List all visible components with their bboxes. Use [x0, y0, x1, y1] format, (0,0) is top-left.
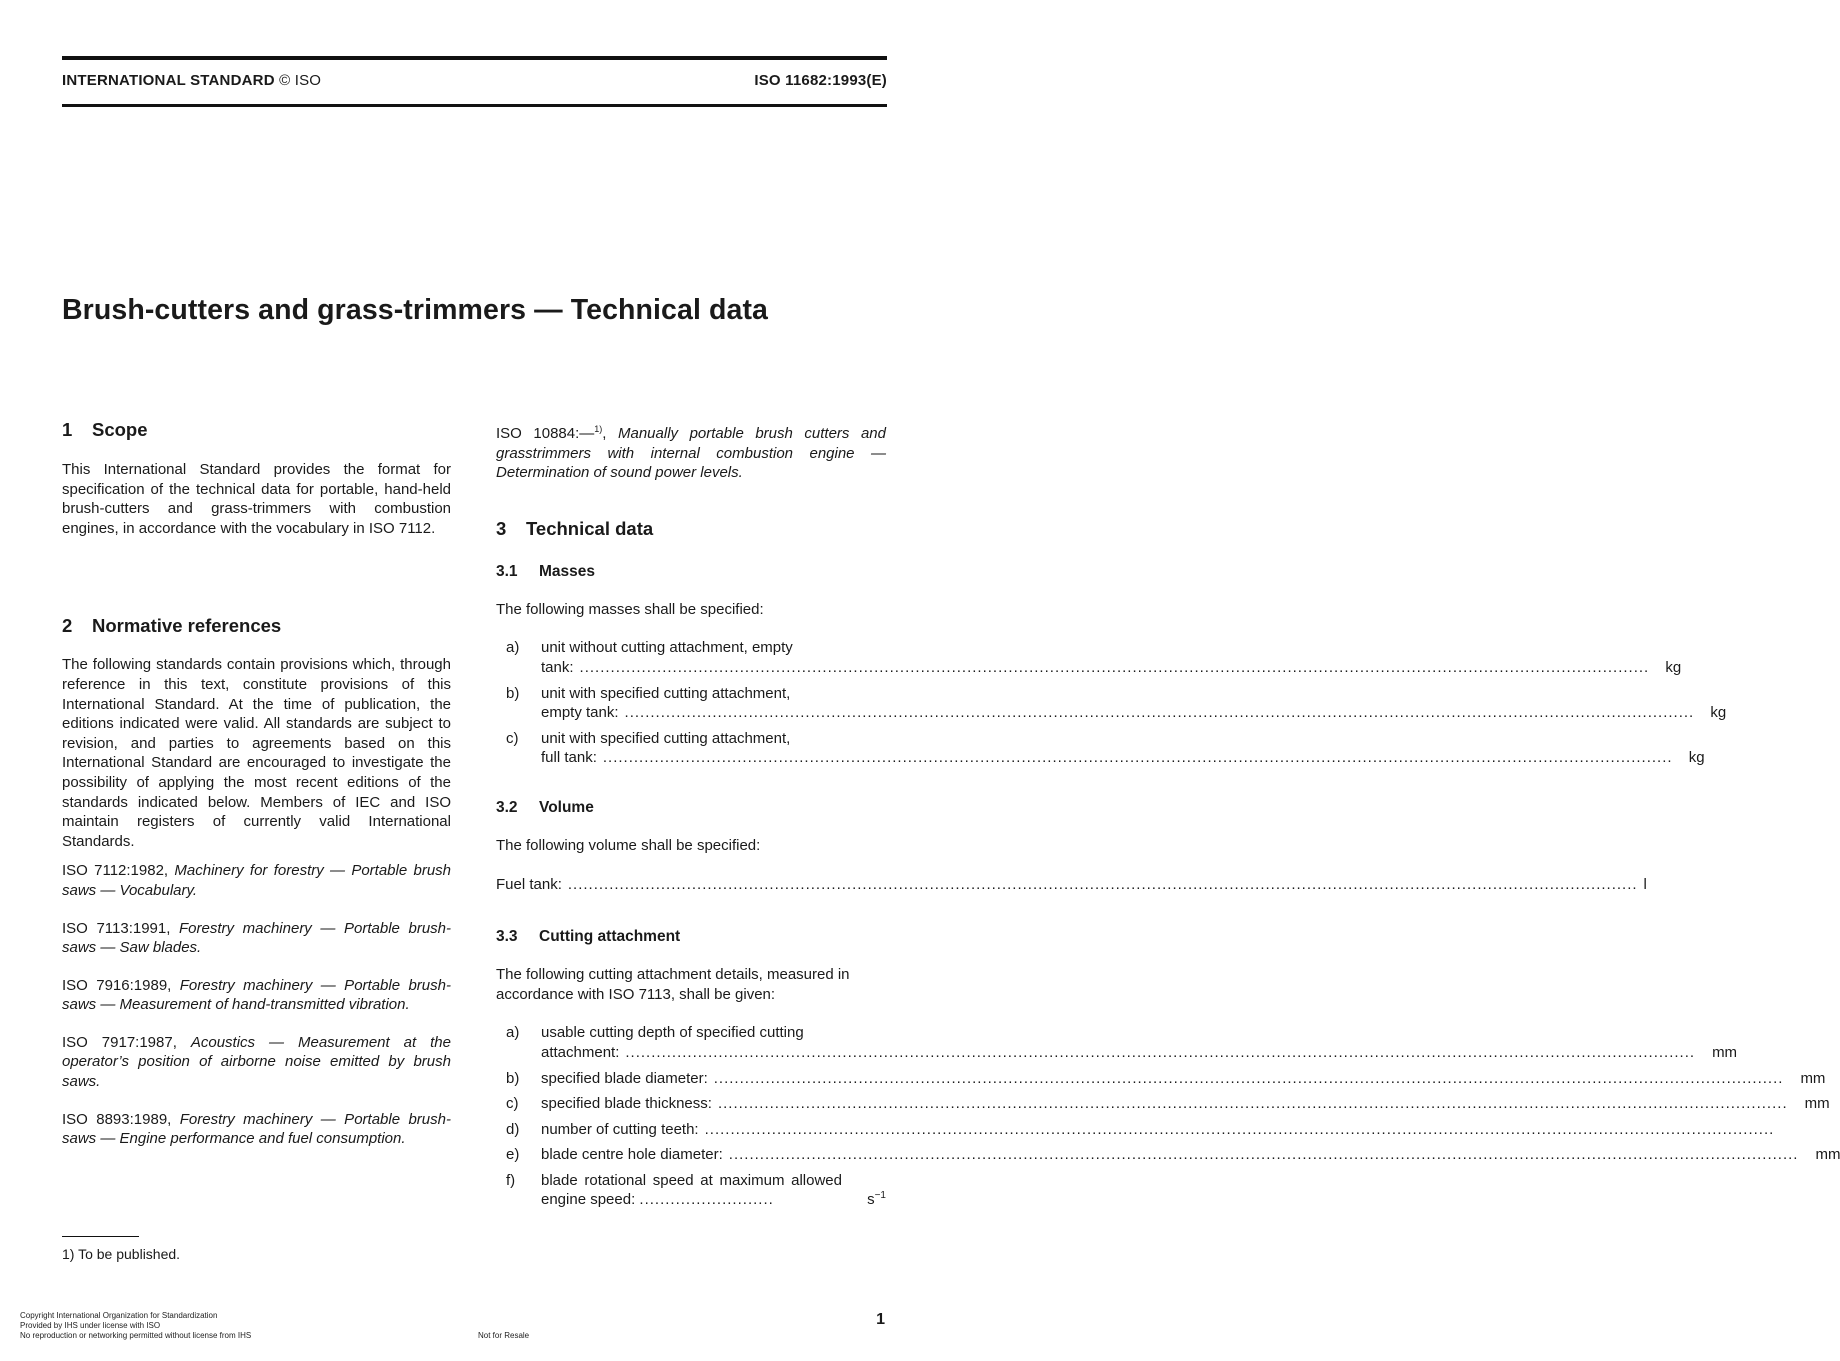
header-left — [62, 72, 321, 89]
dot-leader — [603, 748, 1673, 768]
header-standard-number: ISO 11682:1993(E) — [754, 72, 887, 89]
list-item: b) unit with specified cutting attachment, empty tank: ..... kg — [496, 684, 886, 723]
dot-leader — [729, 1145, 1799, 1165]
masses-list — [496, 638, 1727, 768]
masses-intro: The following masses shall be specified: — [496, 600, 764, 618]
section-3-2-heading: 3.2 Volume — [496, 798, 594, 816]
list-item: f) blade rotational speed at maximum allowed engine speed: .......................... $s^{-1}$ — [506, 1171, 886, 1209]
volume-intro: The following volume shall be specified: — [496, 836, 761, 854]
scope-text: This International Standard provides the format for specification of the technical data for portable, hand-held brush-cutters and grass-trimmers with combustion engines, in accordance with the vocabulary in ISO 7112. — [62, 461, 451, 537]
copyright-notice: Copyright International Organization for Standardization Provided by IHS under license with ISO No reproduction or networking permitted without license from IHS — [20, 1311, 252, 1340]
list-item: a) unit without cutting attachment, empty tank: ..... kg — [496, 638, 886, 677]
dot-leader — [568, 875, 1638, 895]
reference-iso-7917: ISO 7917:1987, Acoustics — Measurement at the operator’s position of airborne noise emitted by brush saws. — [62, 1033, 451, 1091]
dot-leader — [714, 1069, 1784, 1089]
section-3-1-heading: 3.1 Masses — [496, 562, 596, 580]
list-item: b) specified blade diameter: ..... mm — [496, 1069, 886, 1089]
section-3-heading: 3 Technical data — [496, 517, 654, 539]
page-title: Brush-cutters and grass-trimmers — Technical data — [62, 294, 768, 326]
dot-leader — [580, 658, 1650, 678]
reference-iso-7112: ISO 7112:1982, Machinery for forestry — Portable brush saws — Vocabulary. — [62, 862, 452, 899]
dot-leader — [718, 1094, 1788, 1114]
list-item: d) number of cutting teeth: ..... — [496, 1120, 886, 1140]
right-column — [496, 418, 1840, 1210]
list-item: e) blade centre hole diameter: ..... mm — [496, 1145, 886, 1165]
footnote-marker: 1) — [594, 424, 603, 434]
list-item: c) unit with specified cutting attachment, full tank: ..... kg — [496, 729, 886, 768]
dot-leader — [705, 1120, 1775, 1140]
list-item: c) specified blade thickness: ..... mm — [496, 1094, 886, 1114]
header-copyright-iso: © ISO — [279, 72, 322, 89]
page-number: 1 — [876, 1311, 885, 1328]
header-bottom-rule — [62, 104, 887, 107]
not-for-resale: Not for Resale — [478, 1331, 530, 1340]
dot-leader — [625, 1043, 1695, 1063]
list-item: a) usable cutting depth of specified cutting attachment: ..... mm — [496, 1023, 886, 1062]
reference-iso-7916: ISO 7916:1989, Forestry machinery — Portable brush-saws — Measurement of hand-transmitted vibration. — [62, 976, 451, 1014]
cutting-list — [496, 1023, 1840, 1210]
section-2-heading: 2 Normative references — [62, 615, 282, 637]
reference-iso-7113: ISO 7113:1991, Forestry machinery — Portable brush-saws — Saw blades. — [62, 919, 451, 957]
dot-leader — [625, 703, 1695, 723]
header-standard-label: INTERNATIONAL STANDARD — [62, 72, 275, 89]
reference-iso-8893: ISO 8893:1989, Forestry machinery — Portable brush-saws — Engine performance and fuel consumption. — [62, 1110, 451, 1148]
section-3-3-heading: 3.3 Cutting attachment — [496, 928, 681, 946]
header-top-rule — [62, 56, 887, 60]
normative-references-text: The following standards contain provisions which, through reference in this text, constitute provisions of this International Standard. At the time of publication, the editions indicated were valid. All standards are subject to revision, and parties to agreements based on this International Standard are encouraged to investigate the possibility of applying the most recent editions of the standards indicated below. Members of IEC and ISO maintain registers of currently valid International Standards. — [62, 656, 451, 850]
cutting-intro: The following cutting attachment details, measured in accordance with ISO 7113, shall be given: — [496, 966, 850, 1003]
footnote: 1) To be published. — [62, 1246, 181, 1262]
unit-per-second: $s^{-1}$ — [867, 1190, 886, 1209]
footnote-rule — [62, 1236, 139, 1237]
dot-leader: .......................... — [639, 1191, 774, 1209]
left-column — [62, 418, 451, 1149]
fuel-tank-line: Fuel tank: ..... l — [496, 875, 886, 895]
section-1-heading: 1 Scope — [62, 419, 148, 440]
reference-iso-10884: ISO 10884:—$^{1)}$, Manually portable brush cutters and grasstrimmers with internal combustion engine — Determination of sound power levels. — [496, 424, 886, 482]
